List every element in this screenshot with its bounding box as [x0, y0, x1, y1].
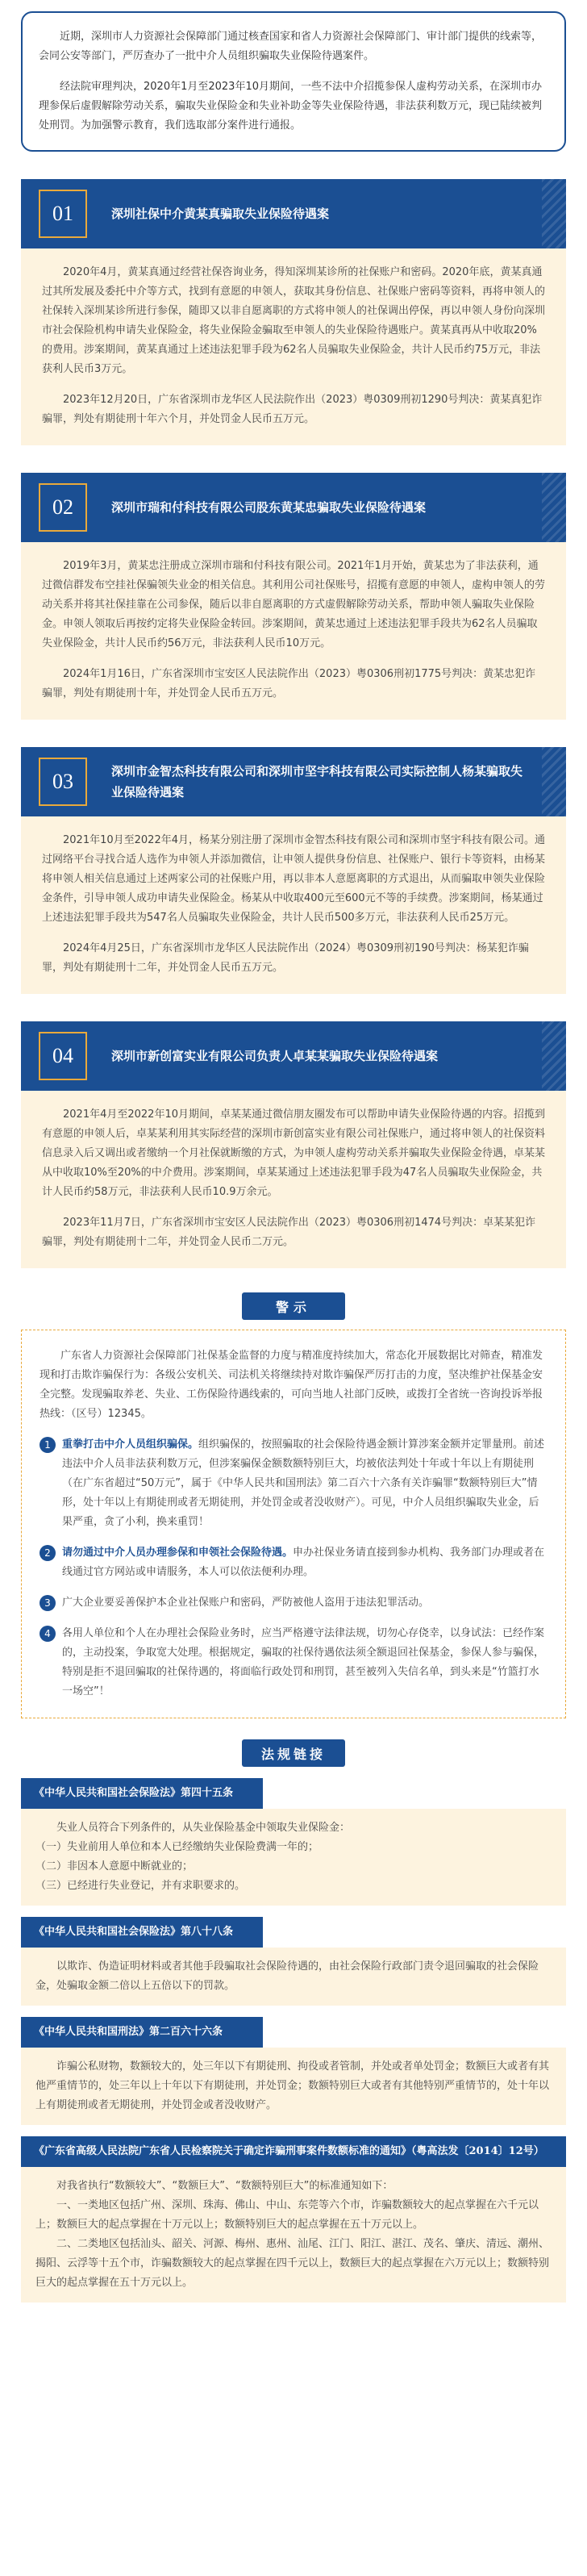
law-paragraph: （三）已经进行失业登记，并有求职要求的。	[35, 1880, 246, 1892]
case-number: 03	[39, 758, 87, 806]
warning-body: 广大企业要妥善保护本企业社保账户和密码，严防被他人盗用于违法犯罪活动。	[62, 1597, 430, 1609]
law-heading: 《广东省高级人民法院广东省人民检察院关于确定诈骗刑事案件数额标准的通知》（粤高法发〔2014〕12号）	[21, 2136, 566, 2167]
case-body	[21, 248, 566, 445]
case-title: 深圳社保中介黄某真骗取失业保险待遇案	[111, 207, 330, 221]
case-paragraph: 2020年4月，黄某真通过经营社保咨询业务，得知深圳某诊所的社保账户和密码。2020年底，黄某真通过其所发展及委托中介等方式，找到有意愿的申领人，获取其身份信息、社保账户密码等资料，再将申领人的社保转入深圳某诊所进行参保，随即又以非自愿离职的方式将申领人的社保调出停保，再以申领人身份向深圳市社会保险机构申请失业保险金，将失业保险金骗取至申领人的失业保险待遇账户。黄某真再从中收取20%的费用。涉案期间，黄某真通过上述违法犯罪手段为62名人员骗取失业保险金，共计人民币约75万元，非法获利人民币3万元。	[42, 266, 546, 375]
warning-body: 各用人单位和个人在办理社会保险业务时，应当严格遵守法律法规，切勿心存侥幸，以身试法：已经作案的，主动投案，争取宽大处理。根据规定，骗取的社保待遇依法须全额退回社保基金，参保人参与骗保，特别是拒不退回骗取的社保待遇的，将面临行政处罚和刑罚，甚至被列入失信名单，到头来是“竹篮打水一场空”！	[62, 1627, 545, 1697]
laws-title: 法规链接	[242, 1739, 345, 1767]
law-item	[21, 1778, 566, 1906]
case-header	[21, 1021, 566, 1091]
case-number: 04	[39, 1032, 87, 1080]
law-paragraph: 对我省执行“数额较大”、“数额巨大”、“数额特别巨大”的标准通知如下：	[56, 2180, 393, 2192]
warning-bold-lead: 重拳打击中介人员组织骗保。	[62, 1438, 199, 1451]
case-paragraph: 2019年3月，黄某忠注册成立深圳市瑞和付科技有限公司。2021年1月开始，黄某忠为了非法获利，通过微信群发布空挂社保骗领失业金的相关信息。其利用公司社保账号，招揽有意愿的申领人，虚构申领人的劳动关系并将其社保挂靠在公司参保，随后以非自愿离职的方式虚假解除劳动关系，帮助申领人骗取失业保险金。申领人领取后再按约定将失业保险金转回。涉案期间，黄某忠通过上述违法犯罪手段共为62名人员骗取失业保险金，共计人民币约56万元，非法获利人民币10万元。	[42, 560, 546, 649]
case-body	[21, 1091, 566, 1268]
case-header	[21, 179, 566, 248]
law-heading: 《中华人民共和国社会保险法》第四十五条	[21, 1778, 263, 1809]
warning-item	[40, 1435, 547, 1532]
case-section-2	[21, 473, 566, 720]
law-item	[21, 2017, 566, 2125]
case-verdict: 2023年11月7日，广东省深圳市宝安区人民法院作出（2023）粤0306刑初1474号判决：卓某某犯诈骗罪，判处有期徒刑十二年，并处罚金人民币二万元。	[42, 1217, 536, 1248]
warning-bold-lead: 请勿通过中介人员办理参保和申领社会保险待遇。	[62, 1547, 294, 1559]
law-body	[21, 1948, 566, 2006]
warning-body: 组织骗保的，按照骗取的社会保险待遇金额计算涉案金额并定罪量刑。前述违法中介人员非法获利数万元，但涉案骗保金额数额特别巨大，均被依法判处十年或十年以上有期徒刑（在广东省超过“50万元”，属于《中华人民共和国刑法》第二百六十六条有关诈骗罪“数额特别巨大”情形，处十年以上有期徒刑或者无期徒刑，并处罚金或者没收财产）。可见，中介人员组织骗取失业金，后果严重，贪了小利，换来重罚！	[62, 1438, 545, 1528]
warning-body: 申办社保业务请直接到参办机构、我务部门办理或者在线通过官方网站或申请服务，本人可以依法便利办理。	[62, 1547, 545, 1578]
law-body	[21, 1809, 566, 1906]
warning-item	[40, 1593, 547, 1613]
law-heading: 《中华人民共和国社会保险法》第八十八条	[21, 1917, 263, 1948]
intro-box	[21, 11, 566, 152]
warning-item	[40, 1624, 547, 1701]
case-title: 深圳市金智杰科技有限公司和深圳市坚宇科技有限公司实际控制人杨某骗取失业保险待遇案	[111, 764, 523, 800]
law-item	[21, 2136, 566, 2303]
law-paragraph: 一、一类地区包括广州、深圳、珠海、佛山、中山、东莞等六个市，诈骗数额较大的起点掌握在六千元以上；数额巨大的起点掌握在十万元以上；数额特别巨大的起点掌握在五十万元以上。	[35, 2199, 539, 2231]
law-paragraph: 失业人员符合下列条件的，从失业保险基金中领取失业保险金：	[56, 1822, 351, 1834]
case-header	[21, 473, 566, 542]
law-heading: 《中华人民共和国刑法》第二百六十六条	[21, 2017, 263, 2048]
warning-title: 警示	[242, 1292, 345, 1320]
intro-paragraph: 近期，深圳市人力资源社会保障部门通过核查国家和省人力资源社会保障部门、审计部门提供的线索等，会同公安等部门，严厉查办了一批中介人员组织骗取失业保险待遇案件。	[39, 31, 543, 62]
law-body	[21, 2048, 566, 2125]
case-title: 深圳市新创富实业有限公司负责人卓某某骗取失业保险待遇案	[111, 1049, 439, 1063]
case-paragraph: 2021年4月至2022年10月期间，卓某某通过微信朋友圈发布可以帮助申请失业保险待遇的内容。招揽到有意愿的申领人后，卓某某利用其实际经营的深圳市新创富实业有限公司社保账户，通过将申领人的社保资料信息录入后又调出或者缴纳一个月社保就断缴的方式，为申领人虚构劳动关系并骗取失业保险金待遇，卓某某从中收取10%至20%的中介费用。涉案期间，卓某某通过上述违法犯罪手段为47名人员骗取失业保险金，共计人民币约58万元，非法获利人民币10.9万余元。	[42, 1108, 546, 1198]
law-paragraph: 诈骗公私财物，数额较大的，处三年以下有期徒刑、拘役或者管制，并处或者单处罚金；数额巨大或者有其他严重情节的，处三年以上十年以下有期徒刑，并处罚金；数额特别巨大或者有其他特别严重情节的，处十年以上有期徒刑或者无期徒刑，并处罚金或者没收财产。	[35, 2060, 550, 2111]
warning-number-badge: 3	[40, 1595, 56, 1611]
warning-text	[62, 1624, 547, 1701]
case-body	[21, 542, 566, 720]
case-paragraph: 2021年10月至2022年4月，杨某分别注册了深圳市金智杰科技有限公司和深圳市坚宇科技有限公司。通过网络平台寻找合适人选作为申领人并添加微信，让申领人提供身份信息、社保账户、银行卡等资料，由杨某将申领人相关信息通过上述两家公司的社保账户用，再以非本人意愿离职的方式退出，从而骗取申领失业保险金条件，引导申领人成功申请失业保险金。杨某从中收取400元至600元不等的手续费。涉案期间，杨某通过上述违法犯罪手段共为547名人员骗取失业保险金，共计人民币500多万元，非法获利人民币25万元。	[42, 834, 546, 924]
warning-text	[62, 1435, 547, 1532]
case-body	[21, 816, 566, 994]
case-number: 02	[39, 483, 87, 532]
case-header	[21, 747, 566, 816]
case-verdict: 2024年4月25日，广东省深圳市龙华区人民法院作出（2024）粤0309刑初190号判决：杨某犯诈骗罪，判处有期徒刑十二年，并处罚金人民币五万元。	[42, 942, 529, 974]
case-verdict: 2023年12月20日，广东省深圳市龙华区人民法院作出（2023）粤0309刑初1290号判决：黄某真犯诈骗罪，判处有期徒刑十年六个月，并处罚金人民币五万元。	[42, 394, 543, 425]
warning-text	[62, 1543, 547, 1582]
law-paragraph: （一）失业前用人单位和本人已经缴纳失业保险费满一年的；	[35, 1841, 319, 1853]
warning-number-badge: 4	[40, 1626, 56, 1642]
warning-number-badge: 2	[40, 1545, 56, 1561]
warning-item	[40, 1543, 547, 1582]
warning-text	[62, 1593, 429, 1613]
warning-intro: 广东省人力资源社会保障部门社保基金监督的力度与精准度持续加大，常态化开展数据比对筛查，精准发现和打击欺诈骗保行为：各级公安机关、司法机关将继续持对欺诈骗保严厉打击的力度，坚决维护社保基金安全完整。发现骗取养老、失业、工伤保险待遇线索的，可向当地人社部门反映，或拨打全省统一咨询投诉举报热线：（区号）12345。	[40, 1350, 543, 1420]
warning-box	[21, 1330, 566, 1718]
case-section-1	[21, 179, 566, 445]
law-item	[21, 1917, 566, 2006]
intro-paragraph: 经法院审理判决，2020年1月至2023年10月期间，一些不法中介招揽参保人虚构劳动关系，在深圳市办理参保后虚假解除劳动关系，骗取失业保险金和失业补助金等失业保险待遇，非法获利数万元，现已陆续被判处刑罚。为加强警示教育，我们选取部分案件进行通报。	[39, 81, 543, 132]
case-verdict: 2024年1月16日，广东省深圳市宝安区人民法院作出（2023）粤0306刑初1775号判决：黄某忠犯诈骗罪，判处有期徒刑十年，并处罚金人民币五万元。	[42, 668, 536, 699]
case-section-3	[21, 747, 566, 994]
law-paragraph: （二）非因本人意愿中断就业的；	[35, 1860, 194, 1873]
warning-number-badge: 1	[40, 1437, 56, 1453]
law-paragraph: 二、二类地区包括汕头、韶关、河源、梅州、惠州、汕尾、江门、阳江、湛江、茂名、肇庆、清远、潮州、揭阳、云浮等十五个市，诈骗数额较大的起点掌握在四千元以上，数额巨大的起点掌握在六万元以上；数额特别巨大的起点掌握在五十万元以上。	[35, 2238, 550, 2289]
case-number: 01	[39, 190, 87, 238]
law-body	[21, 2167, 566, 2303]
case-section-4	[21, 1021, 566, 1268]
case-title: 深圳市瑞和付科技有限公司股东黄某忠骗取失业保险待遇案	[111, 500, 427, 515]
law-paragraph: 以欺诈、伪造证明材料或者其他手段骗取社会保险待遇的，由社会保险行政部门责令退回骗取的社会保险金，处骗取金额二倍以上五倍以下的罚款。	[35, 1960, 539, 1992]
